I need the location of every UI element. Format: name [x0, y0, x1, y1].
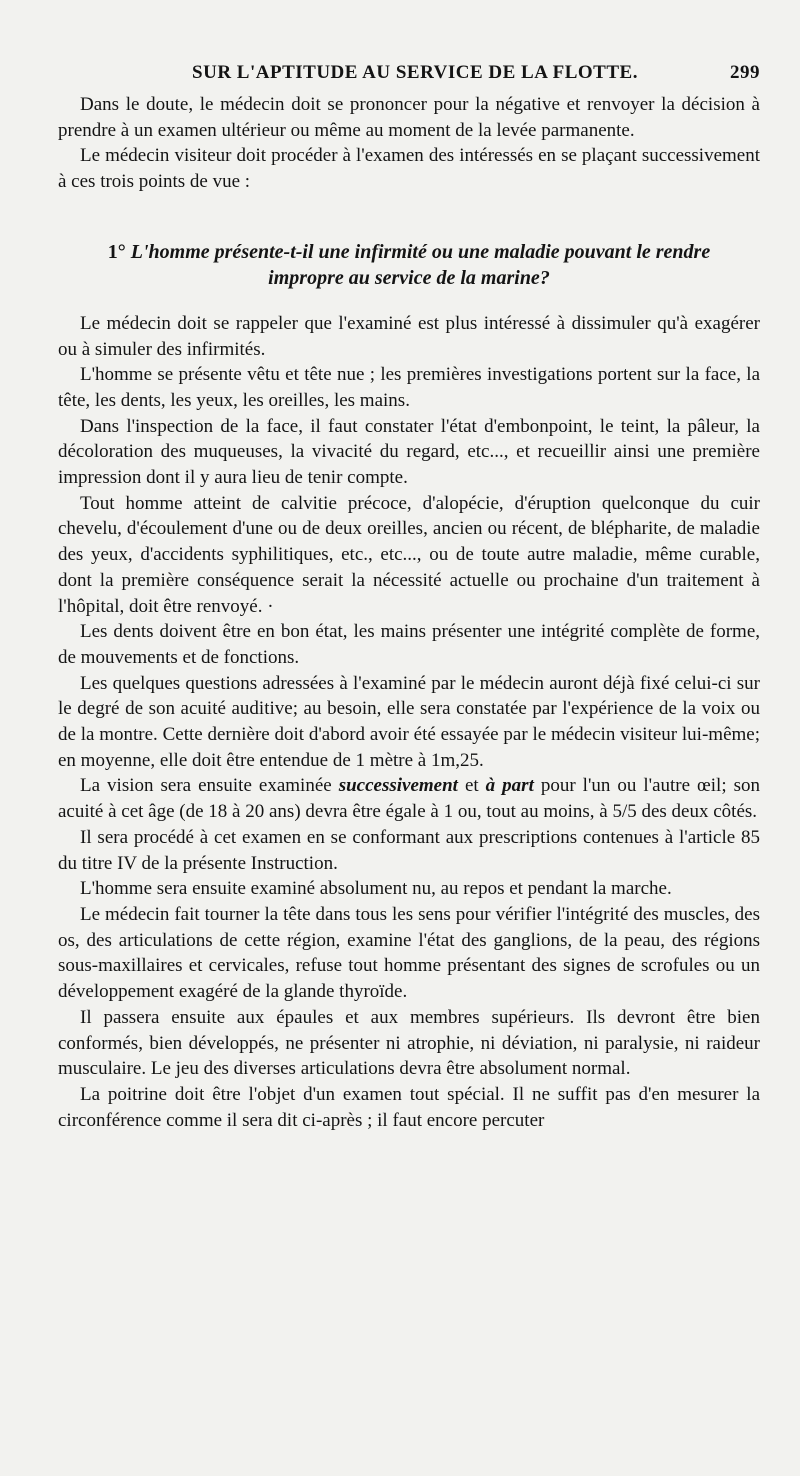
paragraph: L'homme se présente vêtu et tête nue ; les premières investigations portent sur la face, la tête, les dents, les yeux, les oreilles, les mains.	[58, 364, 760, 411]
paragraph: Le médecin fait tourner la tête dans tous les sens pour vérifier l'intégrité des muscles, des os, des articulations de cette région, examine l'état des ganglions, de la peau, des régions sous-maxillaires et cervicales, refuse tout homme présentant des signes de scrofules ou un développement exagéré de la glande thyroïde.	[58, 903, 760, 1003]
paragraph: Dans l'inspection de la face, il faut constater l'état d'embonpoint, le teint, la pâleur, la décoloration des muqueuses, la vivacité du regard, etc..., et recueillir ainsi une première impression dont il y aura lieu de tenir compte.	[58, 415, 760, 489]
section-heading-text: L'homme présente-t-il une infirmité ou une maladie pouvant le rendre impropre au service de la marine?	[130, 240, 711, 289]
text-run: La vision sera ensuite examinée	[80, 775, 339, 797]
running-title: SUR L'APTITUDE AU SERVICE DE LA FLOTTE.	[192, 62, 638, 83]
page-header	[58, 62, 760, 92]
paragraph: Le médecin doit se rappeler que l'examiné est plus intéressé à dissimuler qu'à exagérer ou à simuler des infirmités.	[58, 312, 760, 360]
body-text	[58, 92, 760, 1133]
emphasis: successivement	[338, 775, 458, 797]
paragraph: Tout homme atteint de calvitie précoce, d'alopécie, d'éruption quelconque du cuir chevelu, d'écoulement d'une ou de deux oreilles, ancien ou récent, de blépharite, de maladie des yeux, d'accidents syphilitiques, etc., etc..., ou de toute autre maladie, même curable, dont la première conséquence serait la nécessité actuelle ou prochaine d'un traitement à l'hôpital, doit être renvoyé. ·	[58, 492, 760, 617]
page-number: 299	[730, 62, 760, 83]
vision-paragraph	[58, 773, 760, 824]
paragraph: Il sera procédé à cet examen en se conformant aux prescriptions contenues à l'article 85 du titre IV de la présente Instruction.	[58, 826, 760, 874]
paragraph: Le médecin visiteur doit procéder à l'examen des intéressés en se plaçant successivement à ces trois points de vue :	[58, 145, 760, 193]
section-heading	[68, 239, 750, 291]
section-number: 1°	[107, 240, 126, 263]
text-run: pour l'un ou l'autre œil; son acuité à cet âge (de 18 à 20 ans) devra être égale à 1 ou, tout au moins, à 5/5 des deux côtés.	[58, 775, 760, 823]
paragraph: Il passera ensuite aux épaules et aux membres supérieurs. Ils devront être bien conformés, bien développés, ne présenter ni atrophie, ni déviation, ni paralysie, ni raideur musculaire. Le jeu des diverses articulations devra être absolument normal.	[58, 1006, 760, 1080]
emphasis: à part	[485, 775, 534, 797]
paragraph: La poitrine doit être l'objet d'un examen tout spécial. Il ne suffit pas d'en mesurer la circonférence comme il sera dit ci-après ; il faut encore percuter	[58, 1083, 760, 1131]
paragraph: L'homme sera ensuite examiné absolument nu, au repos et pendant la marche.	[80, 878, 672, 900]
text-run: et	[457, 775, 486, 797]
paragraph: Les dents doivent être en bon état, les mains présenter une intégrité complète de forme, de mouvements et de fonctions.	[58, 621, 760, 668]
paragraph: Les quelques questions adressées à l'examiné par le médecin auront déjà fixé celui-ci sur le degré de son acuité auditive; au besoin, elle sera constatée par l'expérience de la voix ou de la montre. Cette dernière doit d'abord avoir été essayée par le médecin visiteur lui-même; en moyenne, elle doit être entendue de 1 mètre à 1m,25.	[58, 672, 760, 771]
paragraph: Dans le doute, le médecin doit se prononcer pour la négative et renvoyer la décision à prendre à un examen ultérieur ou même au moment de la levée parmanente.	[58, 94, 760, 141]
